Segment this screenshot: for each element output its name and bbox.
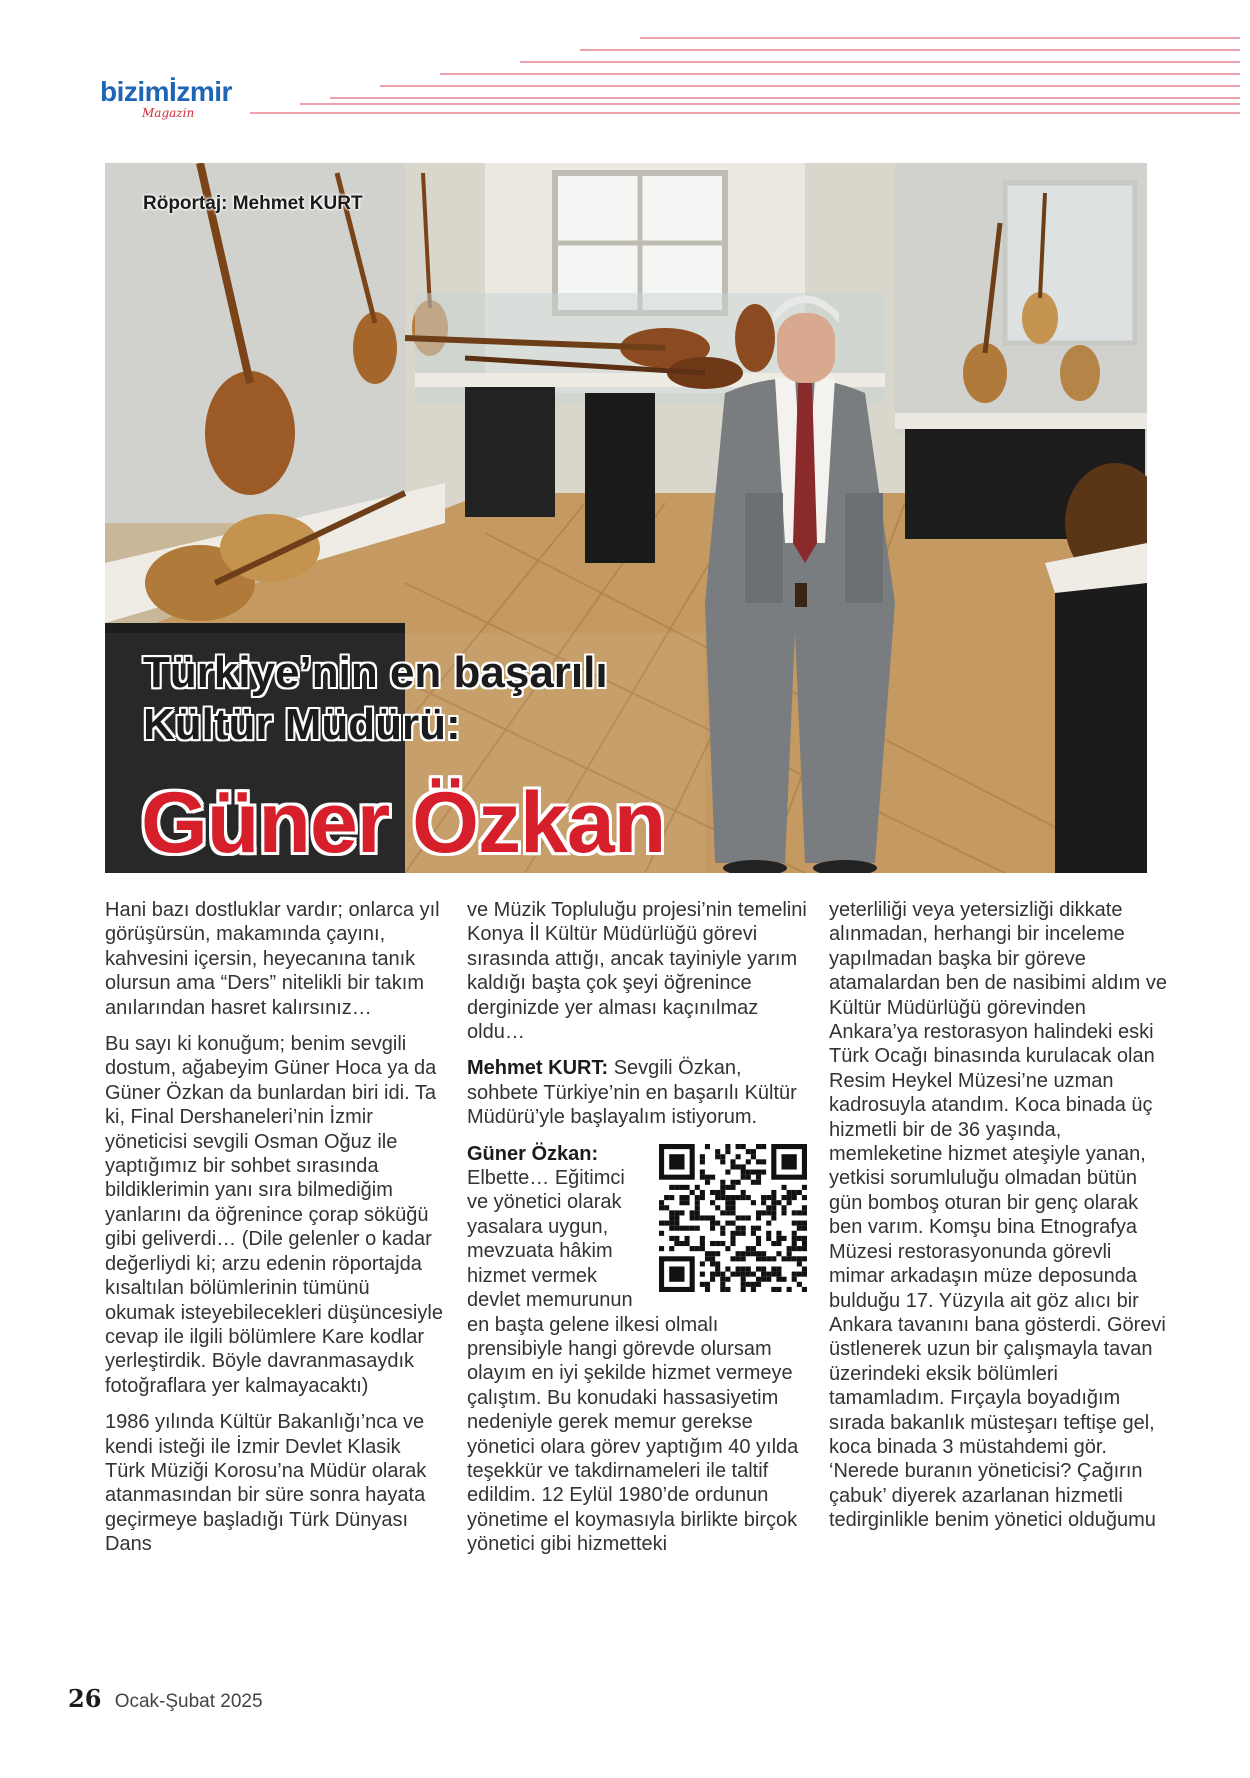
col1-paragraph: Hani bazı dostluklar vardır; onlarca yıl görüşürsün, makamında çayını, kahvesini içersin, heyecanına tanık olursun ama “Ders” nitelikli bir takım anılarından hasret kalırsınız… [105, 899, 440, 1019]
col3-paragraph: yeterliliği veya yetersizliği dikkate alınmadan, herhangi bir inceleme yapılmadan başka bir göreve atamalardan ben de nasibimi aldım ve Kültür Müdürlüğü görevinden Ankara’ya restorasyon halindeki eski Türk Ocağı binasında kurulacak olan Resim Heykel Müzesi’ne uzman kadrosuyla atandım. Koca binada üç hizmetli bir de 36 yaşında, memleketine hizmet ateşiyle yanan, yetkisi sorumluluğu olmadan bütün gün bomboş oturan bir genç olarak ben varım. Komşu bina Etnografya Müzesi restorasyonunda görevli mimar arkadaşın müze deposunda bulduğu 17. Yüzyıla ait göz alıcı bir Ankara tavanını bana gösterdi. Görevi üstlenerek uzun bir çalışmayla tavan üzerindeki eksik bölümleri tamamladım. Fırçayla boyadığım sırada bakanlık müsteşarı teftişe gel, koca binada 3 müstahdemi gör. ‘Nerede buranın yöneticisi? Çağırın çabuk’ diyerek azarlanan hizmetli tedirginlikle benim yönetici olduğumu [829, 899, 1167, 1532]
museum-scene-illustration [105, 163, 1147, 873]
answer-paragraph [467, 1142, 807, 1557]
col1-paragraph: 1986 yılında Kültür Bakanlığı’nca ve kendi isteği ile İzmir Devlet Klasik Türk Müziği Korosu’na Müdür olarak atanmasından bir süre sonra hayata geçirmeye başladığı Türk Dünyası Dans [105, 1411, 427, 1556]
logo-main-text: bizimİzmir [100, 76, 232, 107]
question-paragraph [467, 1056, 807, 1129]
answer-speaker: Güner Özkan: [467, 1142, 599, 1165]
col2-paragraph: ve Müzik Topluluğu projesi’nin temelini Konya İl Kültür Müdürlüğü görevi sırasında attığı, ancak tayiniyle yarım kaldığı başta çok şeyi öğrenince derginizde yer alması kaçınılmaz oldu… [467, 899, 807, 1044]
byline: Röportaj: Mehmet KURT [143, 193, 363, 214]
article-column-3 [829, 898, 1169, 1545]
headline-line-1: Türkiye’nin en başarılı [143, 648, 608, 697]
issue-label: Ocak-Şubat 2025 [114, 1691, 263, 1712]
headline-line-2: Kültür Müdürü: [143, 700, 461, 749]
page-number: 26 [68, 1684, 102, 1713]
question-text: Sevgili Özkan, sohbete Türkiye’nin en başarılı Kültür Müdürü’yle başlayalım istiyorum. [467, 1057, 797, 1129]
question-speaker: Mehmet KURT: [467, 1057, 609, 1080]
page-footer [68, 1684, 263, 1713]
article-column-2 [467, 898, 807, 1569]
col1-paragraph: Bu sayı ki konuğum; benim sevgili dostum, ağabeyim Güner Hoca ya da Güner Özkan da bunlardan biri idi. Ta ki, Final Dershaneleri’nin İzmir yöneticisi sevgili Osman Oğuz ile yaptığımız bir sohbet sırasında bildiklerimin yanı sıra bilmediğim yanlarını da öğrenince çorap söküğü gibi geliverdi… (Dile gelenler o kadar değerliydi ki; arzu edenin röportajda kısaltılan bölümlerinin tümünü okumak isteyebilecekleri düşüncesiyle cevap ile ilgili bölümlere Kare kodlar yerleştirdik. Böyle davranmasaydık fotoğraflara yer kalmayacaktı) [105, 1033, 443, 1397]
headline [143, 647, 608, 751]
logo-sub-text: Magazin [142, 106, 195, 120]
brand-logo [100, 76, 250, 126]
hero-photo [105, 163, 1147, 873]
interviewee-name: Güner Özkan [141, 775, 666, 871]
qr-code[interactable] [659, 1144, 807, 1296]
qr-code-icon[interactable] [659, 1144, 807, 1292]
article-column-1 [105, 898, 445, 1569]
answer-text: Elbette… Eğitimci ve yönetici olarak yasalara uygun, mevzuata hâkim hizmet vermek devlet memurunun en başta gelene ilkesi olmalı prensibiyle hangi görevde olursam olayım en iyi şekilde hizmet vermeye çalıştım. Bu konudaki hassasiyetim nedeniyle gerek memur gerekse yönetici olara görev yaptığım 40 yılda teşekkür ve takdirnameleri ile taltif edildim. 12 Eylül 1980’de ordunun yönetime el koymasıyla birlikte birçok yönetici gibi hizmetteki [467, 1167, 799, 1556]
